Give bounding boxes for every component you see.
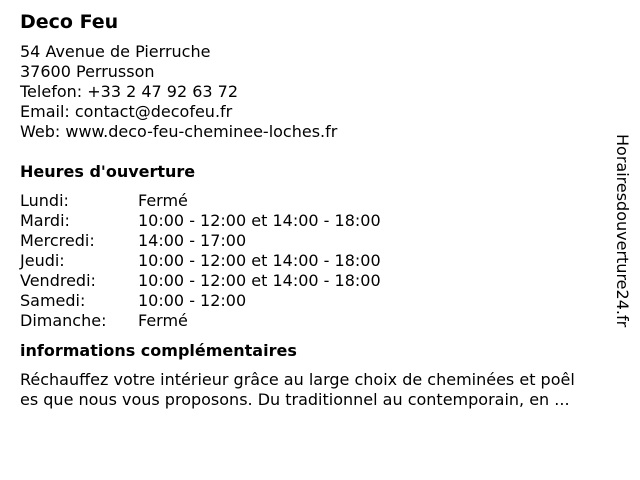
hours-day: Vendredi: bbox=[20, 271, 96, 290]
hours-time: 10:00 - 12:00 et 14:00 - 18:00 bbox=[138, 251, 381, 270]
hours-row-mardi bbox=[20, 211, 620, 231]
hours-day: Jeudi: bbox=[20, 251, 65, 270]
website-line[interactable]: Web: www.deco-feu-cheminee-loches.fr bbox=[20, 122, 338, 141]
hours-row-vendredi bbox=[20, 271, 620, 291]
email-line[interactable]: Email: contact@decofeu.fr bbox=[20, 102, 233, 121]
city-line: 37600 Perrusson bbox=[20, 62, 155, 81]
brand-watermark: Horairesdouverture24.fr bbox=[613, 134, 632, 328]
hours-time: 10:00 - 12:00 et 14:00 - 18:00 bbox=[138, 211, 381, 230]
hours-day: Lundi: bbox=[20, 191, 69, 210]
hours-row-mercredi bbox=[20, 231, 620, 251]
hours-row-jeudi bbox=[20, 251, 620, 271]
hours-table bbox=[20, 191, 620, 331]
hours-row-dimanche bbox=[20, 311, 620, 331]
hours-day: Dimanche: bbox=[20, 311, 107, 330]
business-name: Deco Feu bbox=[20, 11, 119, 33]
hours-day: Samedi: bbox=[20, 291, 86, 310]
hours-day: Mercredi: bbox=[20, 231, 95, 250]
hours-time: 14:00 - 17:00 bbox=[138, 231, 247, 250]
business-card bbox=[20, 10, 620, 410]
hours-time: 10:00 - 12:00 et 14:00 - 18:00 bbox=[138, 271, 381, 290]
hours-row-lundi bbox=[20, 191, 620, 211]
info-line: es que nous vous proposons. Du traditionnel au contemporain, en ... bbox=[20, 390, 570, 409]
info-line: Réchauffez votre intérieur grâce au large choix de cheminées et poêl bbox=[20, 370, 575, 389]
hours-heading: Heures d'ouverture bbox=[20, 162, 196, 181]
hours-time: Fermé bbox=[138, 191, 188, 210]
street-line: 54 Avenue de Pierruche bbox=[20, 42, 211, 61]
address-block bbox=[20, 42, 620, 142]
hours-time: Fermé bbox=[138, 311, 188, 330]
hours-time: 10:00 - 12:00 bbox=[138, 291, 247, 310]
info-heading: informations complémentaires bbox=[20, 341, 297, 360]
phone-line[interactable]: Telefon: +33 2 47 92 63 72 bbox=[20, 82, 239, 101]
hours-day: Mardi: bbox=[20, 211, 70, 230]
info-description bbox=[20, 370, 620, 410]
hours-row-samedi bbox=[20, 291, 620, 311]
